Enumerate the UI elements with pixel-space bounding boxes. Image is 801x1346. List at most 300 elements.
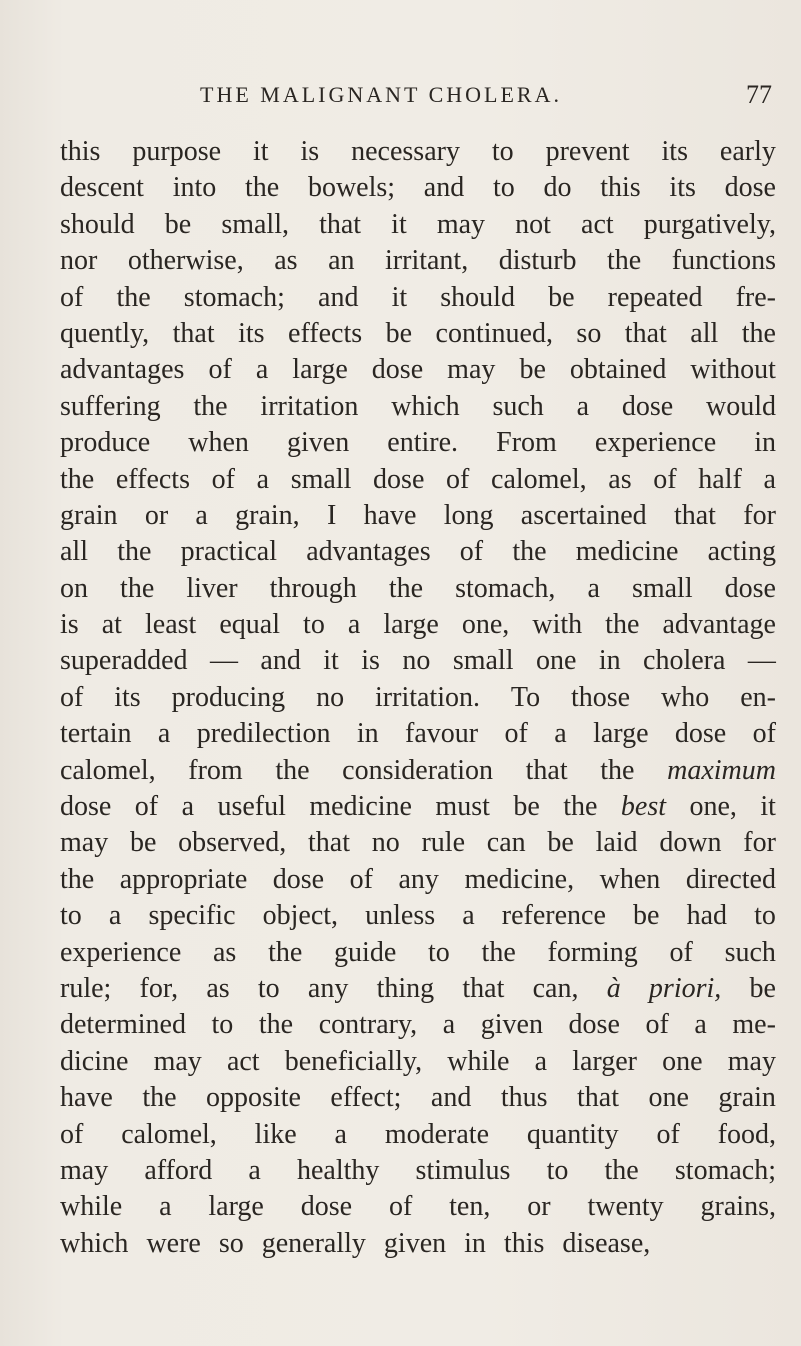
word: dose [371, 354, 424, 386]
word: advantage [662, 609, 776, 641]
word: opposite [206, 1082, 301, 1114]
word: such [492, 390, 544, 422]
word: of [388, 1191, 413, 1223]
word: can, [532, 972, 579, 1004]
word: descent [60, 172, 144, 204]
word: a [694, 1009, 707, 1041]
word: have [363, 499, 417, 531]
word: experience [60, 936, 182, 968]
word: not [515, 208, 551, 240]
word: bowels; [307, 172, 396, 204]
text-line [60, 243, 776, 279]
word: necessary [351, 136, 460, 167]
word: stimulus [415, 1154, 511, 1186]
word: experience [594, 427, 717, 459]
text-line [60, 462, 776, 498]
word: who [661, 681, 710, 713]
word: a [255, 354, 269, 386]
word: dose [674, 718, 727, 750]
word: of [752, 718, 776, 750]
word: long [443, 499, 494, 531]
word: effects [115, 463, 190, 495]
word: is [361, 645, 380, 677]
word: may [447, 354, 496, 386]
word: generally [261, 1227, 366, 1259]
word: it [760, 791, 776, 823]
word: early [719, 136, 776, 167]
word: cholera [643, 645, 726, 677]
text-line [60, 316, 776, 352]
word: appropriate [119, 863, 248, 895]
word: quantity [526, 1118, 619, 1150]
word: dose [300, 1191, 353, 1223]
word: the [116, 281, 151, 313]
text-line [60, 716, 776, 752]
word: to [492, 172, 515, 204]
word: for, [139, 972, 179, 1004]
word: be [633, 900, 660, 932]
word: while [447, 1045, 510, 1077]
word: one [535, 645, 577, 677]
word: half [698, 463, 742, 495]
word: may [60, 827, 109, 859]
word: least [145, 609, 197, 641]
word: grain, [235, 499, 300, 531]
word: any [307, 972, 349, 1004]
word: effect; [330, 1082, 402, 1114]
word: priori, [648, 972, 722, 1004]
word: may [727, 1045, 776, 1077]
word: or [144, 499, 169, 531]
word: that [624, 317, 667, 349]
word: a [159, 1191, 172, 1223]
text-line [60, 971, 776, 1007]
text-line [60, 1117, 776, 1153]
word: to [546, 1154, 569, 1186]
word: be [519, 354, 546, 386]
word: given [480, 1009, 543, 1041]
word: its [669, 172, 696, 204]
word: a [587, 572, 600, 604]
word: a [195, 499, 208, 531]
text-line [60, 389, 776, 425]
word: be [513, 791, 540, 823]
word: of [459, 536, 484, 568]
text-line [60, 1189, 776, 1225]
word: a [248, 1154, 261, 1186]
word: is [300, 136, 320, 167]
word: the [258, 1009, 294, 1041]
word: have [60, 1082, 113, 1114]
word: the [120, 572, 155, 604]
word: irritation. [375, 681, 480, 713]
text-line [60, 789, 776, 825]
word: rule; [60, 972, 112, 1004]
text-line [60, 862, 776, 898]
word: healthy [296, 1154, 380, 1186]
word: a [347, 609, 361, 641]
word: dose [373, 463, 425, 495]
word: produce [60, 427, 151, 459]
word: medicine, [464, 863, 575, 895]
word: must [435, 791, 490, 823]
word: so [218, 1227, 244, 1259]
word: forming [547, 936, 638, 968]
word: would [706, 390, 776, 422]
word: no [371, 827, 400, 859]
word: the [607, 245, 642, 277]
word: the [268, 936, 303, 968]
word: the [60, 863, 95, 895]
word: suffering [60, 390, 161, 422]
word: superadded [60, 645, 188, 677]
word: a [256, 463, 270, 495]
word: prevent [545, 136, 630, 167]
word: larger [572, 1045, 637, 1077]
word: that [462, 972, 505, 1004]
word: one, [689, 791, 737, 823]
word: into [172, 172, 217, 204]
word: may [153, 1045, 202, 1077]
word: best [620, 791, 667, 823]
word: be [548, 281, 575, 313]
word: its [114, 681, 141, 713]
word: I [326, 499, 337, 531]
word: be [129, 827, 157, 859]
word: on [60, 572, 88, 604]
word: that [172, 317, 215, 349]
word: producing [171, 681, 286, 713]
word: of [134, 791, 159, 823]
word: of [653, 463, 677, 495]
text-line [60, 1044, 776, 1080]
word: grain [60, 499, 118, 531]
word: the [563, 791, 598, 823]
word: advantages [60, 354, 185, 386]
word: unless [365, 900, 436, 932]
word: be [385, 317, 413, 349]
word: dose [724, 172, 776, 204]
word: a [763, 463, 776, 495]
word: a [534, 1045, 548, 1077]
word: or [527, 1191, 551, 1223]
word: the [605, 609, 640, 641]
word: at [101, 609, 122, 641]
word: the [512, 536, 547, 568]
text-line [60, 280, 776, 316]
word: when [599, 863, 661, 895]
word: it [323, 645, 339, 677]
word: contrary, [318, 1009, 418, 1041]
word: and [260, 645, 301, 677]
word: — [747, 645, 776, 677]
word: medicine [309, 791, 412, 823]
word: large [593, 718, 649, 750]
word: dose [272, 863, 325, 895]
word: liver [186, 572, 238, 604]
word: small [631, 572, 693, 604]
text-line [60, 1007, 776, 1043]
word: a [157, 718, 171, 750]
word: large [383, 609, 439, 641]
word: consideration [342, 754, 493, 786]
word: stomach, [455, 572, 556, 604]
word: effects [288, 317, 363, 349]
word: grain [718, 1082, 776, 1114]
word: of [645, 1009, 669, 1041]
word: large [208, 1191, 264, 1223]
word: directed [685, 863, 776, 895]
word: To [510, 681, 541, 713]
page-header [60, 82, 772, 122]
word: it [391, 281, 408, 313]
word: it [391, 208, 407, 240]
word: so [576, 317, 602, 349]
word: observed, [178, 827, 287, 859]
word: and [423, 172, 465, 204]
word: the [60, 463, 95, 495]
word: advantages [306, 536, 431, 568]
text-line [60, 607, 776, 643]
word: irritation [260, 390, 359, 422]
word: the [741, 317, 776, 349]
word: to [754, 900, 776, 932]
word: the [388, 572, 424, 604]
word: reference [501, 900, 606, 932]
word: like [254, 1118, 297, 1150]
word: those [571, 681, 631, 713]
word: had [686, 900, 728, 932]
word: in [598, 645, 621, 677]
word: should [440, 281, 515, 313]
word: repeated [607, 281, 703, 313]
word: that [525, 754, 568, 786]
word: determined [60, 1009, 186, 1041]
word: were [146, 1227, 201, 1259]
word: maximum [667, 754, 776, 786]
word: the [275, 754, 310, 786]
word: no [316, 681, 345, 713]
word: moderate [384, 1118, 489, 1150]
word: a [334, 1118, 347, 1150]
word: dose [60, 791, 112, 823]
word: of [60, 281, 84, 313]
word: for [743, 827, 776, 859]
page-number: 77 [746, 80, 772, 109]
text-line [60, 498, 776, 534]
word: that [673, 499, 716, 531]
word: of [211, 463, 235, 495]
word: its [238, 317, 265, 349]
word: quently, [60, 317, 150, 349]
word: when [188, 427, 249, 459]
text-line [60, 680, 776, 716]
word: no [402, 645, 431, 677]
word: entire. [387, 427, 459, 459]
word: of [504, 718, 528, 750]
word: that [307, 827, 350, 859]
word: otherwise, [127, 245, 244, 277]
word: grains, [700, 1191, 776, 1223]
word: twenty [587, 1191, 664, 1223]
word: dose [568, 1009, 620, 1041]
word: which [60, 1227, 129, 1259]
word: calomel, [121, 1118, 217, 1150]
text-line [60, 207, 776, 243]
word: all [60, 536, 88, 568]
word: of [60, 681, 84, 713]
word: without [690, 354, 776, 386]
word: is [60, 609, 79, 641]
word: purgatively, [643, 208, 776, 240]
word: of [446, 463, 470, 495]
text-line [60, 1153, 776, 1189]
word: afford [144, 1154, 213, 1186]
word: that [576, 1082, 619, 1114]
word: object, [262, 900, 339, 932]
word: food, [717, 1118, 776, 1150]
word: of [208, 354, 232, 386]
text-line [60, 170, 776, 206]
word: as [213, 936, 237, 968]
word: obtained [569, 354, 667, 386]
word: disturb [498, 245, 577, 277]
word: favour [405, 718, 479, 750]
word: given [287, 427, 350, 459]
word: dicine [60, 1045, 129, 1077]
text-line [60, 753, 776, 789]
text-line [60, 534, 776, 570]
word: functions [671, 245, 776, 277]
word: which [391, 390, 460, 422]
word: nor [60, 245, 98, 277]
word: it [253, 136, 269, 167]
word: all [690, 317, 719, 349]
word: stomach; [674, 1154, 776, 1186]
word: be [164, 208, 192, 240]
word: do [543, 172, 572, 204]
word: as [608, 463, 632, 495]
word: and [318, 281, 359, 313]
text-line [60, 825, 776, 861]
word: any [398, 863, 439, 895]
word: the [193, 390, 228, 422]
word: thing [376, 972, 435, 1004]
word: irritant, [385, 245, 469, 277]
text-line [60, 898, 776, 934]
word: one, [461, 609, 510, 641]
word: calomel, [60, 754, 156, 786]
word: ascertained [520, 499, 647, 531]
word: while [60, 1191, 123, 1223]
word: — [209, 645, 238, 677]
word: through [269, 572, 357, 604]
word: acting [707, 536, 776, 568]
word: the [117, 536, 152, 568]
word: me- [732, 1009, 776, 1041]
word: purpose [132, 136, 222, 167]
word: be [547, 827, 574, 859]
text-line [60, 935, 776, 971]
word: the [604, 1154, 639, 1186]
word: may [436, 208, 486, 240]
word: to [428, 936, 450, 968]
word: the [142, 1082, 177, 1114]
word: calomel, [491, 463, 587, 495]
text-line [60, 571, 776, 607]
text-line [60, 352, 776, 388]
word: en- [740, 681, 776, 713]
word: in [356, 718, 379, 750]
word: specific [148, 900, 236, 932]
word: for [743, 499, 776, 531]
word: large [292, 354, 348, 386]
word: tertain [60, 718, 132, 750]
word: as [206, 972, 230, 1004]
word: practical [180, 536, 277, 568]
word: the [245, 172, 280, 204]
word: small [290, 463, 352, 495]
word: be [749, 972, 776, 1004]
word: its [661, 136, 688, 167]
word: disease, [562, 1227, 651, 1259]
word: of [349, 863, 373, 895]
word: a [442, 1009, 456, 1041]
word: From [496, 427, 557, 459]
word: stomach; [183, 281, 285, 313]
word: an [328, 245, 355, 277]
word: of [60, 1118, 84, 1150]
word: a [181, 791, 194, 823]
word: may [60, 1154, 109, 1186]
word: a [108, 900, 122, 932]
word: act [581, 208, 614, 240]
word: beneficially, [284, 1045, 423, 1077]
word: with [532, 609, 583, 641]
word: this [60, 136, 101, 167]
word: that [319, 208, 362, 240]
word: à [606, 972, 621, 1004]
word: the [481, 936, 516, 968]
word: this [503, 1227, 545, 1259]
word: guide [334, 936, 397, 968]
word: can [486, 827, 526, 859]
word: act [226, 1045, 260, 1077]
word: laid [595, 827, 638, 859]
word: one [662, 1045, 703, 1077]
word: should [60, 208, 135, 240]
word: as [274, 245, 298, 277]
word: this [600, 172, 641, 204]
word: to [303, 609, 325, 641]
body-paragraph [60, 134, 776, 1262]
word: given [383, 1227, 447, 1259]
word: such [724, 936, 776, 968]
word: fre- [735, 281, 776, 313]
word: continued, [435, 317, 553, 349]
running-title: THE MALIGNANT CHOLERA. [200, 82, 562, 107]
word: in [754, 427, 776, 459]
word: ten, [449, 1191, 491, 1223]
word: dose [621, 390, 674, 422]
word: to [211, 1009, 234, 1041]
word: from [188, 754, 243, 786]
word: a [554, 718, 567, 750]
word: of [669, 936, 693, 968]
text-line [60, 1080, 776, 1116]
word: to [491, 136, 514, 167]
word: and [430, 1082, 472, 1114]
